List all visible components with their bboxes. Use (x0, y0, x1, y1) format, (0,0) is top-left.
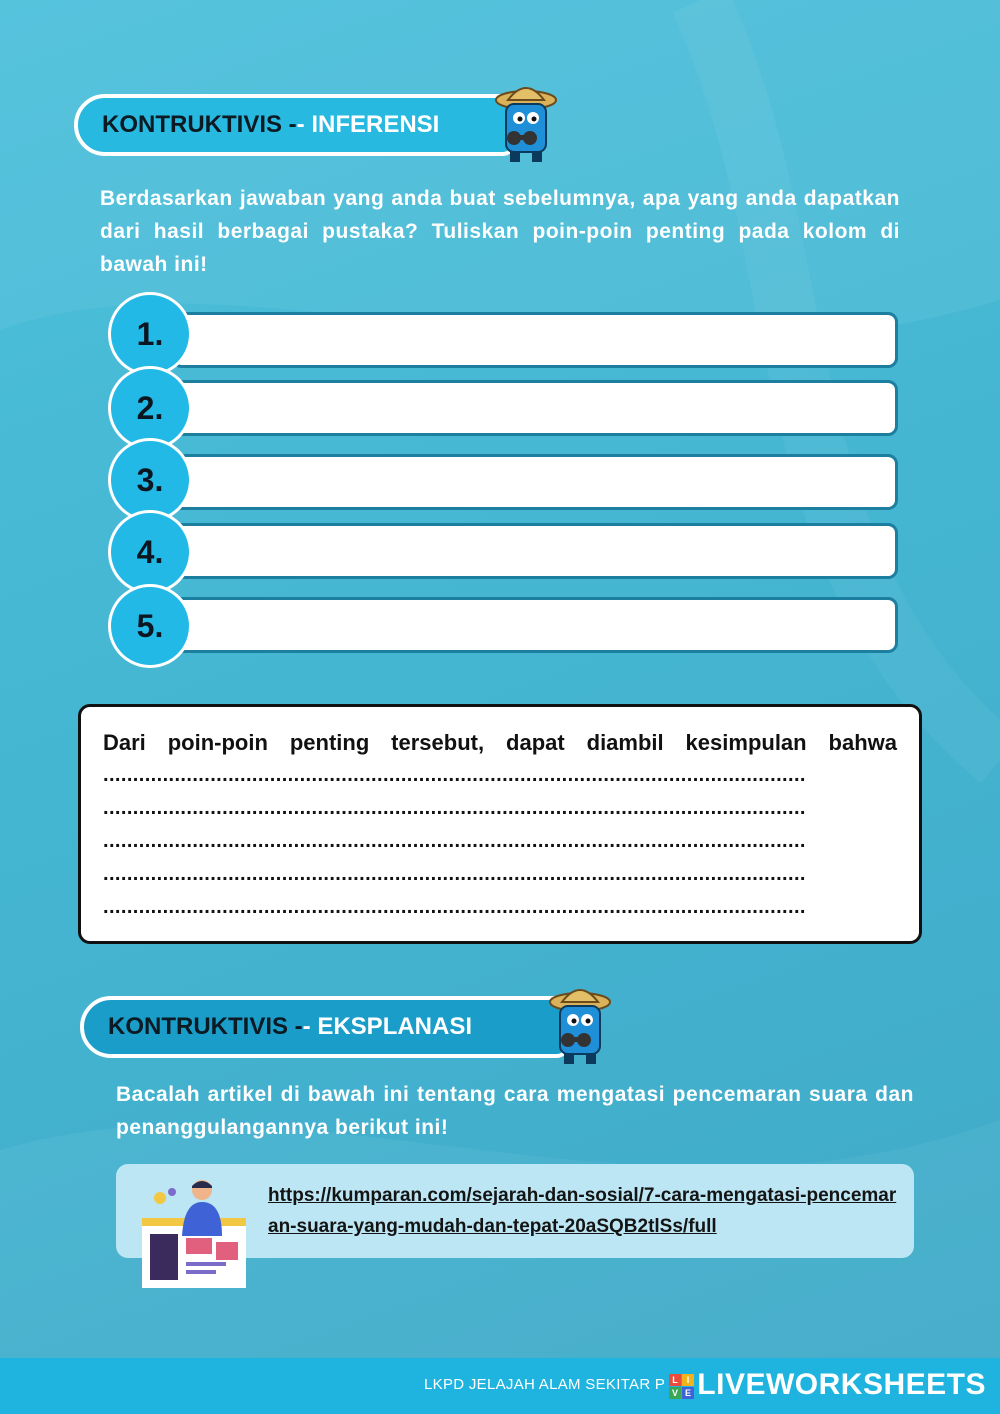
conclusion-line: ...................................................................................................................... (103, 896, 806, 918)
eksplanasi-header (80, 996, 570, 1058)
inferensi-header-part2: - INFERENSI (296, 111, 440, 138)
number-badge-3: 3. (108, 438, 192, 522)
answer-field-4[interactable] (172, 523, 898, 579)
number-badge-2: 2. (108, 366, 192, 450)
number-badge-1: 1. (108, 292, 192, 376)
eksplanasi-header-part1: KONTRUKTIVIS - (108, 1013, 303, 1040)
eksplanasi-header-part2: - EKSPLANASI (302, 1013, 473, 1040)
conclusion-line: ...................................................................................................................... (103, 830, 806, 852)
inferensi-header (74, 94, 516, 156)
answer-field-5[interactable] (172, 597, 898, 653)
footer-text: LKPD JELAJAH ALAM SEKITAR P (424, 1376, 666, 1393)
footer (0, 1358, 1000, 1414)
detective-mascot-icon (544, 982, 616, 1068)
conclusion-line: ...................................................................................................................... (103, 764, 806, 786)
conclusion-lead: Dari poin-poin penting tersebut, dapat diambil kesimpulan bahwa (103, 730, 897, 755)
eksplanasi-instruction: Bacalah artikel di bawah ini tentang cara mengatasi pencemaran suara dan penanggulangannya berikut ini! (116, 1083, 914, 1139)
answer-field-1[interactable] (172, 312, 898, 368)
detective-mascot-icon (490, 80, 562, 166)
conclusion-box[interactable] (78, 704, 922, 944)
article-link[interactable]: https://kumparan.com/sejarah-dan-sosial/7-cara-mengatasi-pencemaran-suara-yang-mudah-dan-tepat-20aSQB2tlSs/full (268, 1185, 897, 1237)
number-badge-4: 4. (108, 510, 192, 594)
conclusion-line: ...................................................................................................................... (103, 797, 806, 819)
liveworksheets-tiles-icon: L I V E (669, 1374, 694, 1399)
programmer-illustration-icon (138, 1178, 250, 1290)
liveworksheets-logo[interactable] (669, 1368, 986, 1402)
answer-field-3[interactable] (172, 454, 898, 510)
conclusion-line: ...................................................................................................................... (103, 863, 806, 885)
inferensi-header-part1: KONTRUKTIVIS - (102, 111, 297, 138)
inferensi-instruction: Berdasarkan jawaban yang anda buat sebelumnya, apa yang anda dapatkan dari hasil berbagai pustaka? Tuliskan poin-poin penting pada kolom di bawah ini! (100, 187, 900, 276)
number-badge-5: 5. (108, 584, 192, 668)
liveworksheets-brand-text: LIVEWORKSHEETS (697, 1368, 986, 1401)
answer-field-2[interactable] (172, 380, 898, 436)
